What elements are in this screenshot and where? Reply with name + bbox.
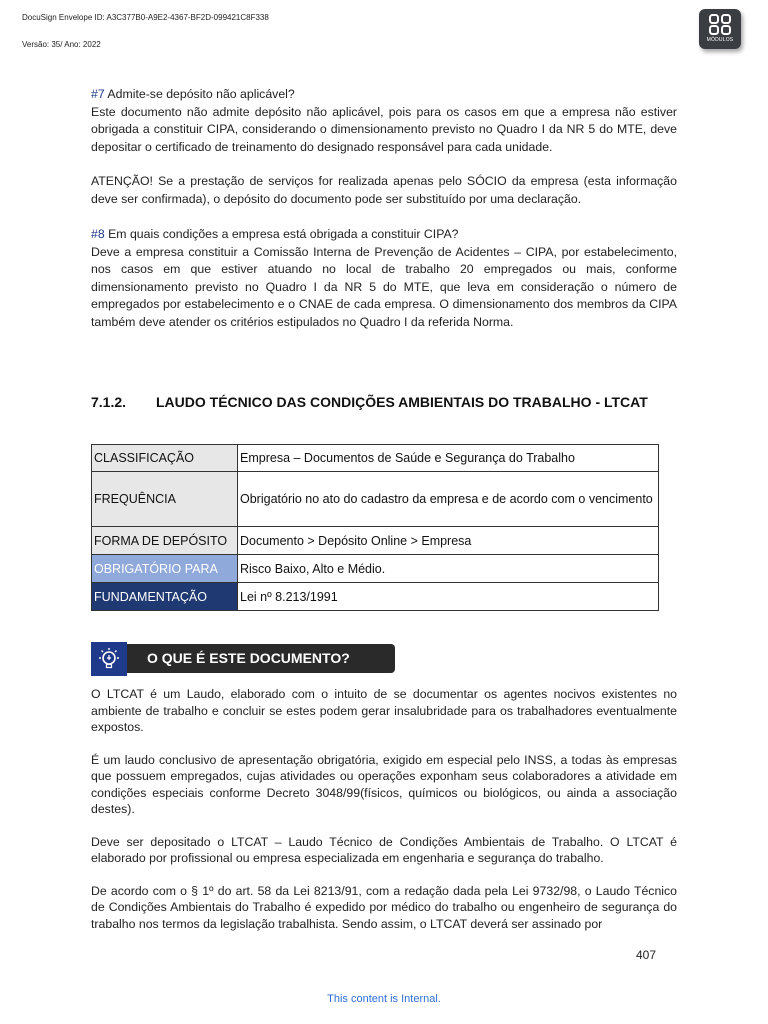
- table-row: [92, 527, 659, 555]
- table-value: [238, 472, 659, 527]
- page-number: 407: [636, 948, 657, 962]
- question-8-title: [91, 226, 677, 244]
- question-8-text: Em quais condições a empresa está obrigada a constituir CIPA?: [104, 227, 459, 241]
- modules-badge-label: MÓDULOS: [706, 37, 734, 43]
- modules-badge: [699, 9, 741, 49]
- attention-note: ATENÇÃO! Se a prestação de serviços for realizada apenas pelo SÓCIO da empresa (esta informação deve ser confirmada), o depósito do documento pode ser substituído por uma declaração.: [91, 174, 677, 206]
- section-heading: [91, 394, 648, 410]
- table-value: Risco Baixo, Alto e Médio.: [238, 555, 659, 583]
- banner-icon-box: [91, 642, 127, 676]
- table-row: [92, 445, 659, 472]
- body-paragraph-3: Deve ser depositado o LTCAT – Laudo Técnico de Condições Ambientais de Trabalho. O LTCAT é elaborado por profissional ou empresa especializada em engenharia e segurança do trabalho.: [91, 834, 677, 865]
- question-8-number: #8: [91, 227, 105, 241]
- ltcat-description: [91, 686, 677, 932]
- table-value-text: Obrigatório no ato do cadastro da empresa e de acordo com o vencimento: [240, 491, 653, 506]
- document-info-table: [91, 444, 659, 611]
- table-row: [92, 472, 659, 527]
- table-key: FUNDAMENTAÇÃO: [92, 583, 238, 611]
- table-row: [92, 583, 659, 611]
- question-8-block: [91, 226, 677, 332]
- footer-classification: This content is Internal.: [327, 993, 441, 1005]
- question-8-answer: Deve a empresa constituir a Comissão Interna de Prevenção de Acidentes – CIPA, por estabelecimento, nos casos em que estiver atuando no local de trabalho 20 empregados ou mais, conforme dimensionamento previsto no Quadro I da NR 5 do MTE, que leva em consideração o número de empregados por estabelecimento e o CNAE de cada empresa. O dimensionamento dos membros da CIPA também deve atender os critérios estipulados no Quadro I da referida Norma.: [91, 244, 677, 329]
- table-key: CLASSIFICAÇÃO: [92, 445, 238, 472]
- what-is-document-banner: [91, 642, 395, 676]
- table-key: OBRIGATÓRIO PARA: [92, 555, 238, 583]
- question-7-number: #7: [91, 87, 105, 101]
- body-paragraph-1: O LTCAT é um Laudo, elaborado com o intuito de se documentar os agentes nocivos existentes no ambiente de trabalho e concluir se estes podem gerar insalubridade para os trabalhadores eventualmente expostos.: [91, 687, 677, 734]
- lightbulb-icon: [96, 647, 122, 671]
- table-value: Documento > Depósito Online > Empresa: [238, 527, 659, 555]
- body-paragraph-2: É um laudo conclusivo de apresentação obrigatória, exigido em especial pelo INSS, a todas às empresas que possuem empregados, cujas atividades ou operações exponham seus colaboradores a atividade em condições especiais conforme Decreto 3048/99(físicos, químicos ou biológicos, ou ainda a associação destes).: [91, 752, 677, 816]
- section-title: LAUDO TÉCNICO DAS CONDIÇÕES AMBIENTAIS DO TRABALHO - LTCAT: [156, 394, 648, 410]
- question-7-title: [91, 86, 677, 104]
- table-key: FREQUÊNCIA: [92, 472, 238, 527]
- table-value: Lei nº 8.213/1991: [238, 583, 659, 611]
- banner-title: O QUE É ESTE DOCUMENTO?: [127, 644, 395, 673]
- question-7-text: Admite-se depósito não aplicável?: [104, 87, 295, 101]
- section-number: 7.1.2.: [91, 394, 127, 410]
- docusign-envelope-id: DocuSign Envelope ID: A3C377B0-A9E2-4367-BF2D-099421C8F338: [22, 13, 269, 22]
- body-paragraph-4: De acordo com o § 1º do art. 58 da Lei 8213/91, com a redação dada pela Lei 9732/98, o Laudo Técnico de Condições Ambientais do Trabalho é expedido por médico do trabalho ou engenheiro de segurança do trabalho nos termos da legislação trabalhista. Sendo assim, o LTCAT deverá ser assinado por: [91, 883, 677, 931]
- table-row: [92, 555, 659, 583]
- modules-grid-icon: [708, 14, 732, 36]
- table-value: Empresa – Documentos de Saúde e Segurança do Trabalho: [238, 445, 659, 472]
- table-key: FORMA DE DEPÓSITO: [92, 527, 238, 555]
- question-7-block: [91, 86, 677, 209]
- version-label: Versão: 35/ Ano: 2022: [22, 40, 101, 49]
- question-7-answer: Este documento não admite depósito não aplicável, pois para os casos em que a empresa não estiver obrigada a constituir CIPA, considerando o dimensionamento previsto no Quadro I da NR 5 do MTE, deve depositar o certificado de treinamento do designado responsável para cada unidade.: [91, 104, 677, 154]
